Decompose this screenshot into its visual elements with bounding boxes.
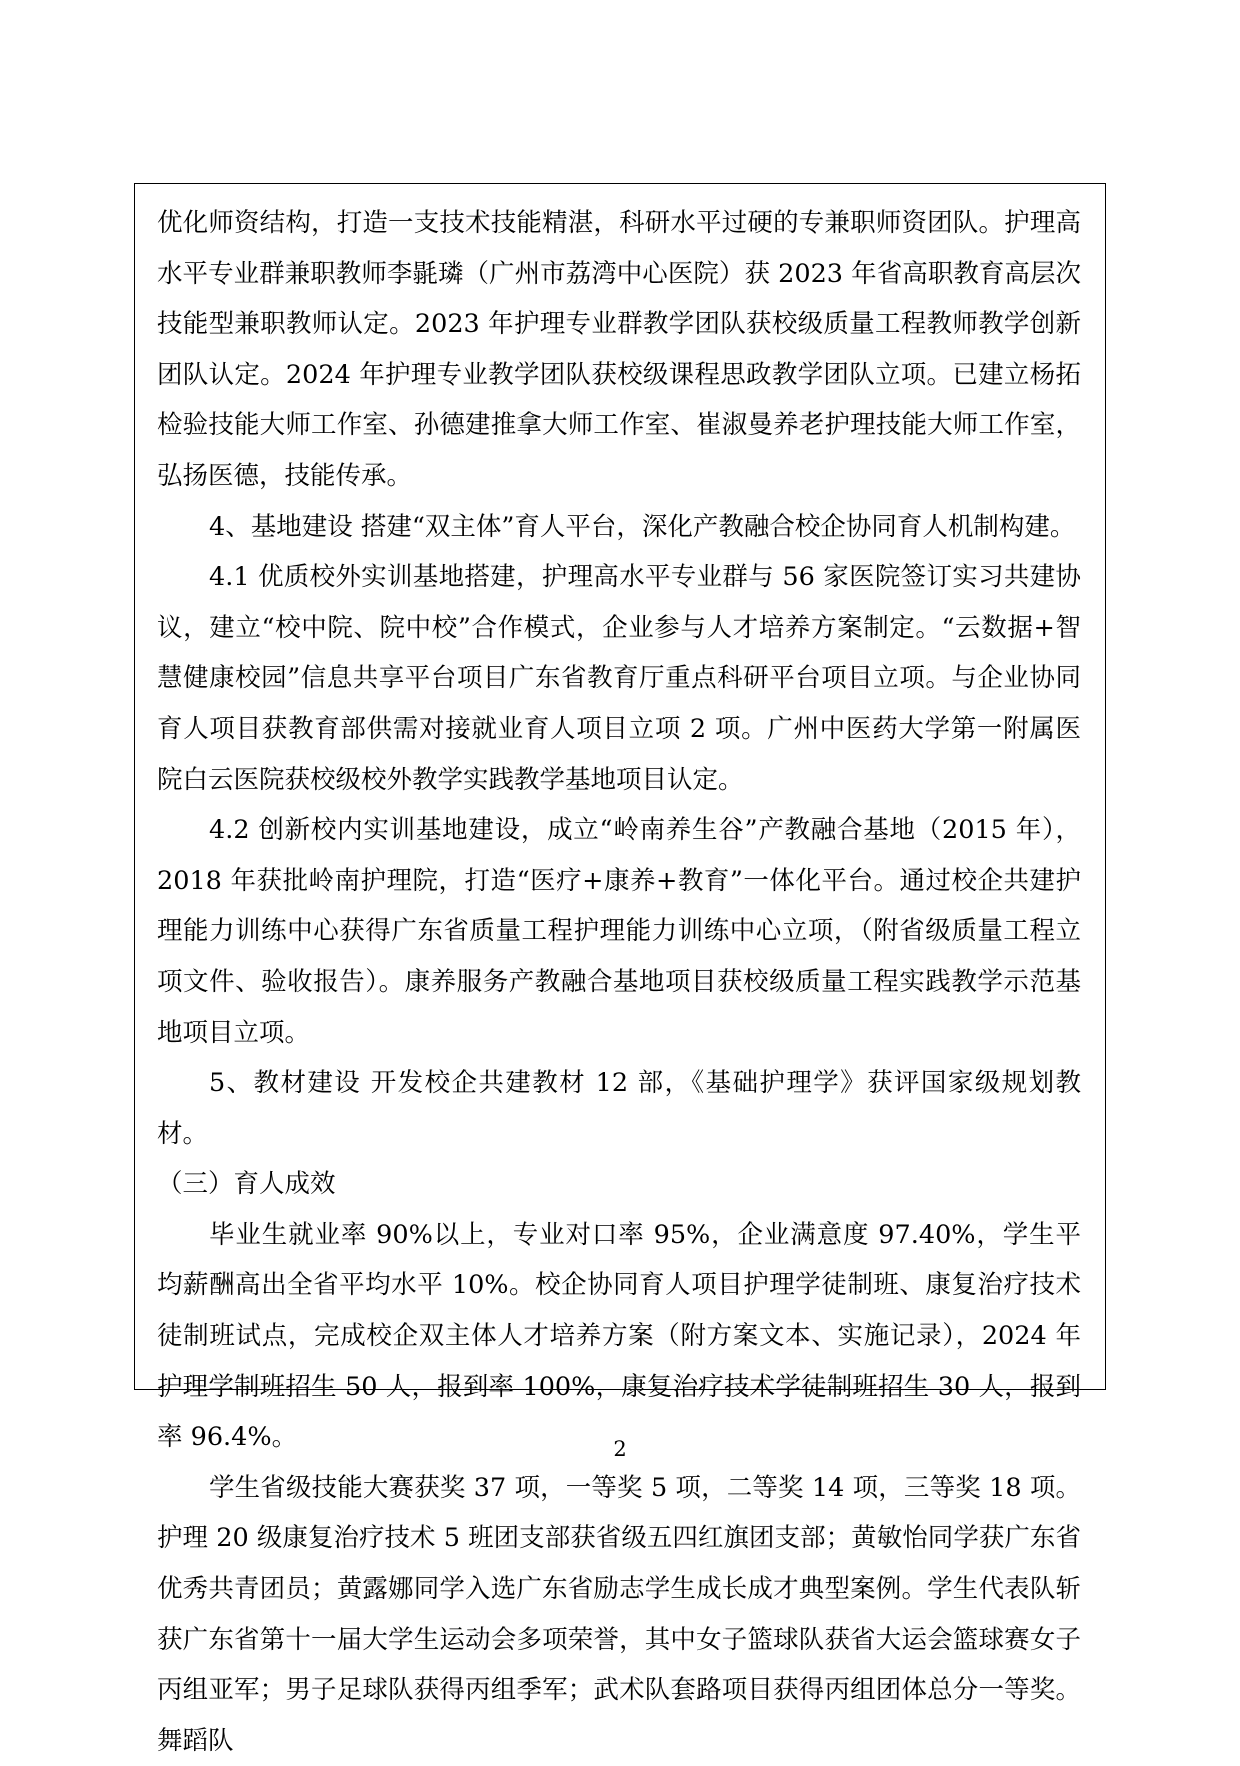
paragraph-8: 学生省级技能大赛获奖 37 项，一等奖 5 项，二等奖 14 项，三等奖 18 项。护理 20 级康复治疗技术 5 班团支部获省级五四红旗团支部；黄敏怡同学获广东省优秀共青团员；黄露娜同学入选广东省励志学生成长成才典型案例。学生代表队斩获广东省第十一届大学生运动会多项荣誉，其中女子篮球队获省大运会篮球赛女子丙组亚军；男子足球队获得丙组季军；武术队套路项目获得丙组团体总分一等奖。舞蹈队 — [157, 1472, 1081, 1756]
paragraph-3: 4.1 优质校外实训基地搭建，护理高水平专业群与 56 家医院签订实习共建协议，建立“校中院、院中校”合作模式，企业参与人才培养方案制定。“云数据+智慧健康校园”信息共享平台项目广东省教育厅重点科研平台项目立项。与企业协同育人项目获教育部供需对接就业育人项目立项 2 项。广州中医药大学第一附属医院白云医院获校级校外教学实践教学基地项目认定。 — [157, 562, 1081, 795]
page-number: 2 — [613, 1437, 627, 1461]
paragraph-2: 4、基地建设 搭建“双主体”育人平台，深化产教融合校企协同育人机制构建。 — [209, 511, 1076, 542]
paragraph-1: 优化师资结构，打造一支技术技能精湛，科研水平过硬的专兼职师资团队。护理高水平专业群兼职教师李毾璘（广州市荔湾中心医院）获 2023 年省高职教育高层次技能型兼职教师认定。2023 年护理专业群教学团队获校级质量工程教师教学创新团队认定。2024 年护理专业教学团队获校级课程思政教学团队立项。已建立杨拓检验技能大师工作室、孙德建推拿大师工作室、崔淑曼养老护理技能大师工作室，弘扬医德，技能传承。 — [157, 208, 1081, 491]
paragraph-7: 毕业生就业率 90%以上，专业对口率 95%，企业满意度 97.40%，学生平均薪酬高出全省平均水平 10%。校企协同育人项目护理学徒制班、康复治疗技术徒制班试点，完成校企双主体人才培养方案（附方案文本、实施记录），2024 年护理学制班招生 50 人，报到率 100%，康复治疗技术学徒制班招生 30 人，报到率 96.4%。 — [157, 1219, 1081, 1453]
section-heading-3: （三）育人成效 — [157, 1169, 336, 1200]
document-body — [157, 198, 1081, 1766]
paragraph-5: 5、教材建设 开发校企共建教材 12 部，《基础护理学》获评国家级规划教材。 — [157, 1068, 1081, 1149]
paragraph-4: 4.2 创新校内实训基地建设，成立“岭南养生谷”产教融合基地（2015 年），2018 年获批岭南护理院，打造“医疗+康养+教育”一体化平台。通过校企共建护理能力训练中心获得广东省质量工程护理能力训练中心立项，（附省级质量工程立项文件、验收报告）。康养服务产教融合基地项目获校级质量工程实践教学示范基地项目立项。 — [157, 815, 1081, 1048]
content-frame — [134, 183, 1106, 1756]
